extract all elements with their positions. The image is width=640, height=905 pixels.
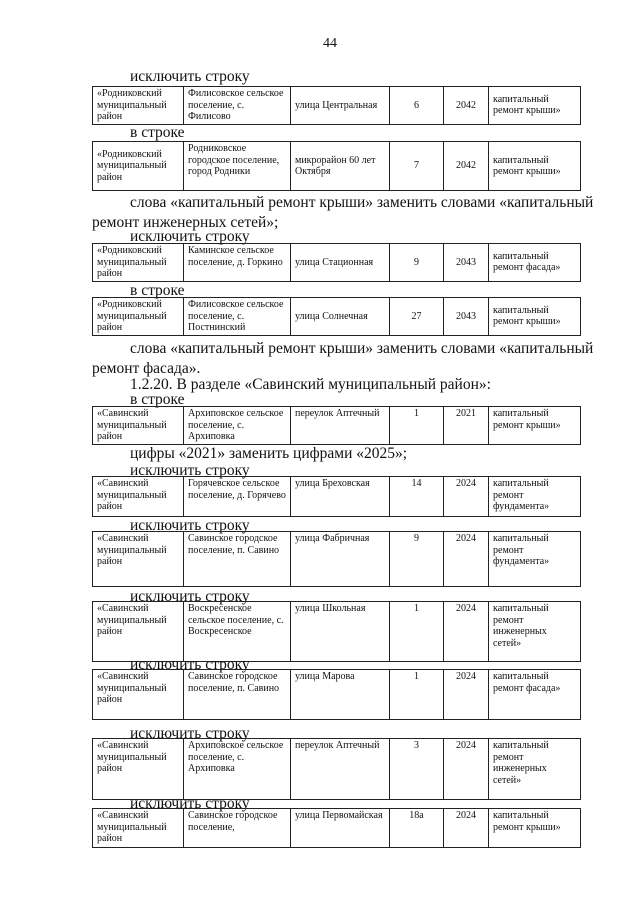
table-row — [93, 298, 581, 336]
replace-instruction-line2: ремонт фасада». — [92, 360, 201, 377]
instruction-text: исключить строку — [130, 588, 250, 605]
instruction-text: в строке — [130, 124, 185, 141]
year-cell: 2024 — [444, 670, 489, 720]
district-cell: «Савинский муниципальный район — [93, 477, 184, 517]
instruction-text: исключить строку — [130, 228, 250, 245]
year-cell: 2021 — [444, 407, 489, 445]
street-cell: переулок Аптечный — [291, 407, 390, 445]
instruction-text: исключить строку — [130, 462, 250, 479]
settlement-cell: Каминское сельское поселение, д. Горкино — [184, 244, 291, 282]
instruction-text: исключить строку — [130, 725, 250, 742]
street-cell: улица Стационная — [291, 244, 390, 282]
settlement-cell: Филисовское сельское поселение, с. Постнинский — [184, 298, 291, 336]
replace-instruction-line2: ремонт инженерных сетей»; — [92, 214, 279, 231]
house-number-cell: 27 — [390, 298, 444, 336]
object-table — [92, 406, 581, 445]
settlement-cell: Савинское городское поселение, п. Савино — [184, 532, 291, 587]
year-cell: 2043 — [444, 244, 489, 282]
district-cell: «Савинский муниципальный район — [93, 809, 184, 848]
instruction-text: 1.2.20. В разделе «Савинский муниципальный район»: — [130, 376, 491, 393]
table-row — [93, 809, 581, 848]
instruction-text: исключить строку — [130, 68, 250, 85]
year-cell: 2024 — [444, 739, 489, 800]
work-type-cell: капитальный ремонт крыши» — [489, 87, 581, 125]
work-type-cell: капитальный ремонт инженерных сетей» — [489, 739, 581, 800]
year-cell: 2024 — [444, 602, 489, 662]
street-cell: улица Марова — [291, 670, 390, 720]
district-cell: «Родниковский муниципальный район — [93, 87, 184, 125]
district-cell: «Савинский муниципальный район — [93, 407, 184, 445]
instruction-text: в строке — [130, 391, 185, 408]
district-cell: «Родниковский муниципальный район — [93, 298, 184, 336]
street-cell: улица Первомайская — [291, 809, 390, 848]
year-cell: 2042 — [444, 142, 489, 191]
house-number-cell: 14 — [390, 477, 444, 517]
district-cell: «Савинский муниципальный район — [93, 602, 184, 662]
object-table — [92, 86, 581, 125]
table-row — [93, 244, 581, 282]
object-table — [92, 243, 581, 282]
house-number-cell: 9 — [390, 244, 444, 282]
house-number-cell: 1 — [390, 670, 444, 720]
table-row — [93, 602, 581, 662]
instruction-text: исключить строку — [130, 795, 250, 812]
table-row — [93, 407, 581, 445]
year-cell: 2024 — [444, 477, 489, 517]
house-number-cell: 3 — [390, 739, 444, 800]
year-cell: 2024 — [444, 809, 489, 848]
object-table — [92, 808, 581, 848]
instruction-text: цифры «2021» заменить цифрами «2025»; — [130, 445, 408, 462]
house-number-cell: 1 — [390, 602, 444, 662]
page-number: 44 — [323, 36, 337, 51]
house-number-cell: 7 — [390, 142, 444, 191]
work-type-cell: капитальный ремонт фасада» — [489, 244, 581, 282]
house-number-cell: 18а — [390, 809, 444, 848]
street-cell: улица Бреховская — [291, 477, 390, 517]
object-table — [92, 476, 581, 517]
work-type-cell: капитальный ремонт фундамента» — [489, 477, 581, 517]
work-type-cell: капитальный ремонт инженерных сетей» — [489, 602, 581, 662]
settlement-cell: Филисовское сельское поселение, с. Филисово — [184, 87, 291, 125]
instruction-text: исключить строку — [130, 656, 250, 673]
house-number-cell: 9 — [390, 532, 444, 587]
district-cell: «Савинский муниципальный район — [93, 739, 184, 800]
work-type-cell: капитальный ремонт фундамента» — [489, 532, 581, 587]
instruction-text: в строке — [130, 282, 185, 299]
settlement-cell: Архиповское сельское поселение, с. Архиповка — [184, 407, 291, 445]
instruction-text: исключить строку — [130, 517, 250, 534]
year-cell: 2042 — [444, 87, 489, 125]
district-cell: «Родниковский муниципальный район — [93, 244, 184, 282]
table-row — [93, 142, 581, 191]
district-cell: «Савинский муниципальный район — [93, 670, 184, 720]
year-cell: 2024 — [444, 532, 489, 587]
street-cell: микрорайон 60 лет Октября — [291, 142, 390, 191]
object-table — [92, 738, 581, 800]
table-row — [93, 739, 581, 800]
replace-instruction-line1: слова «капитальный ремонт крыши» заменить словами «капитальный — [130, 340, 594, 357]
table-row — [93, 670, 581, 720]
street-cell: улица Солнечная — [291, 298, 390, 336]
object-table — [92, 141, 581, 191]
year-cell: 2043 — [444, 298, 489, 336]
settlement-cell: Архиповское сельское поселение, с. Архиповка — [184, 739, 291, 800]
work-type-cell: капитальный ремонт крыши» — [489, 142, 581, 191]
replace-instruction-line1: слова «капитальный ремонт крыши» заменить словами «капитальный — [130, 194, 594, 211]
street-cell: улица Школьная — [291, 602, 390, 662]
work-type-cell: капитальный ремонт крыши» — [489, 809, 581, 848]
district-cell: «Савинский муниципальный район — [93, 532, 184, 587]
table-row — [93, 477, 581, 517]
table-row — [93, 87, 581, 125]
house-number-cell: 1 — [390, 407, 444, 445]
settlement-cell: Савинское городское поселение, — [184, 809, 291, 848]
table-row — [93, 532, 581, 587]
object-table — [92, 531, 581, 587]
settlement-cell: Горячевское сельское поселение, д. Горячево — [184, 477, 291, 517]
work-type-cell: капитальный ремонт крыши» — [489, 407, 581, 445]
work-type-cell: капитальный ремонт крыши» — [489, 298, 581, 336]
settlement-cell: Савинское городское поселение, п. Савино — [184, 670, 291, 720]
work-type-cell: капитальный ремонт фасада» — [489, 670, 581, 720]
street-cell: переулок Аптечный — [291, 739, 390, 800]
street-cell: улица Центральная — [291, 87, 390, 125]
object-table — [92, 669, 581, 720]
house-number-cell: 6 — [390, 87, 444, 125]
object-table — [92, 601, 581, 662]
settlement-cell: Воскресенское сельское поселение, с. Воскресенское — [184, 602, 291, 662]
street-cell: улица Фабричная — [291, 532, 390, 587]
settlement-cell: Родниковское городское поселение, город Родники — [184, 142, 291, 191]
object-table — [92, 297, 581, 336]
district-cell: «Родниковский муниципальный район — [93, 142, 184, 191]
